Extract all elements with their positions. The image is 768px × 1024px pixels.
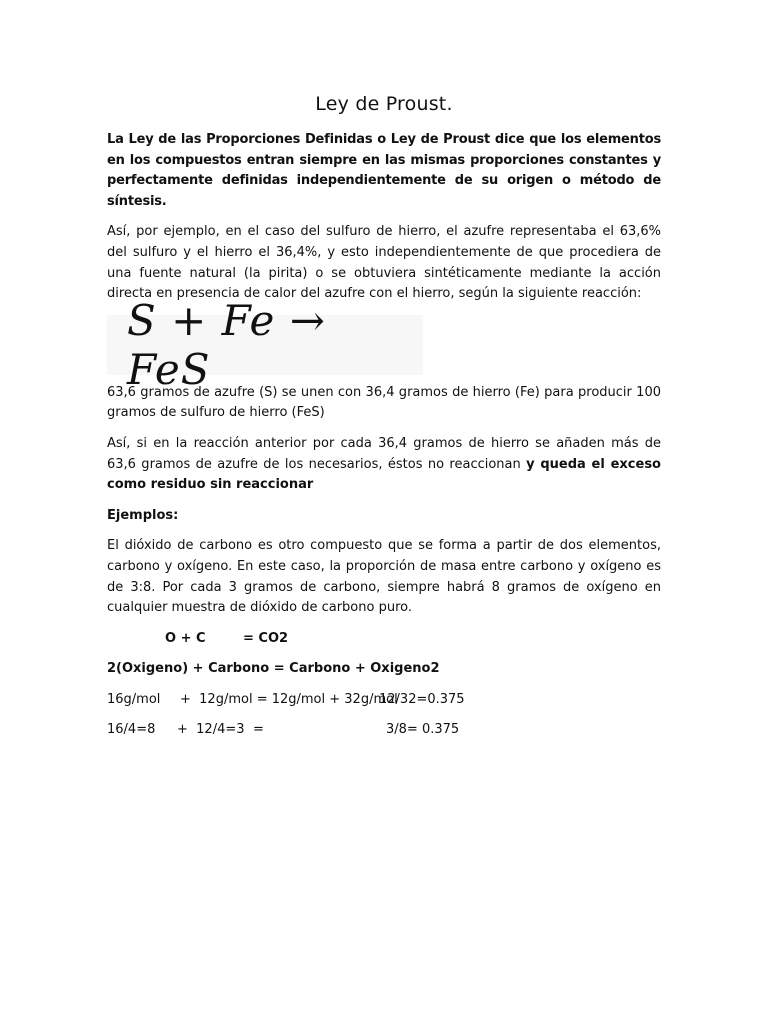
sulfuro-paragraph: Así, por ejemplo, en el caso del sulfuro de hierro, el azufre representaba el 63,6% del sulfuro y el hierro el 36,4%, y esto independientemente de que procediera de una fuente natural (la pirita) o se obtuviera sintéticamente mediante la acción directa en presencia de calor del azufre con el hierro, según la siguiente reacción: — [107, 224, 661, 302]
examples-heading: Ejemplos: — [107, 507, 179, 523]
formula1-right: = CO2 — [243, 630, 289, 646]
formula4-b: + 12/4=3 — [177, 722, 245, 738]
mass-paragraph: 63,6 gramos de azufre (S) se unen con 36,4 gramos de hierro (Fe) para producir 100 gramos de sulfuro de hierro (FeS) — [107, 384, 661, 421]
co2-paragraph: El dióxido de carbono es otro compuesto que se forma a partir de dos elementos, carbono y oxígeno. En este caso, la proporción de masa entre carbono y oxígeno es de 3:8. Por cada 3 gramos de carbono, siempre habrá 8 gramos de oxígeno en cualquier muestra de dióxido de carbono puro. — [107, 538, 661, 616]
formula-row-3 — [107, 690, 661, 711]
intro-paragraph: La Ley de las Proporciones Definidas o Ley de Proust dice que los elementos en los compuestos entran siempre en las mismas proporciones constantes y perfectamente definidas independientemente de su origen o método de síntesis. — [107, 132, 661, 209]
reaction-equation: S + Fe → FeS — [107, 315, 423, 375]
formula3-a: 16g/mol — [107, 691, 161, 707]
excess-bold-text: y queda el exceso como residuo sin reaccionar — [107, 456, 661, 493]
formula-row-1 — [107, 629, 661, 650]
formula3-b: + 12g/mol = 12g/mol + 32g/mol — [180, 691, 398, 707]
excess-text: Así, si en la reacción anterior por cada 36,4 gramos de hierro se añaden más de 63,6 gramos de azufre de los necesarios, éstos no reaccionan — [107, 435, 661, 472]
formula4-c: = — [253, 722, 264, 738]
page-title: Ley de Proust. — [315, 93, 453, 115]
formula3-c: 12/32=0.375 — [379, 691, 465, 707]
formula4-a: 16/4=8 — [107, 722, 156, 738]
formula1-left: O + C — [165, 630, 206, 646]
formula4-d: 3/8= 0.375 — [386, 722, 460, 738]
formula-row-4 — [107, 720, 661, 741]
excess-paragraph — [107, 434, 661, 496]
document-page — [107, 88, 661, 751]
formula-row-2: 2(Oxigeno) + Carbono = Carbono + Oxigeno2 — [107, 661, 440, 677]
